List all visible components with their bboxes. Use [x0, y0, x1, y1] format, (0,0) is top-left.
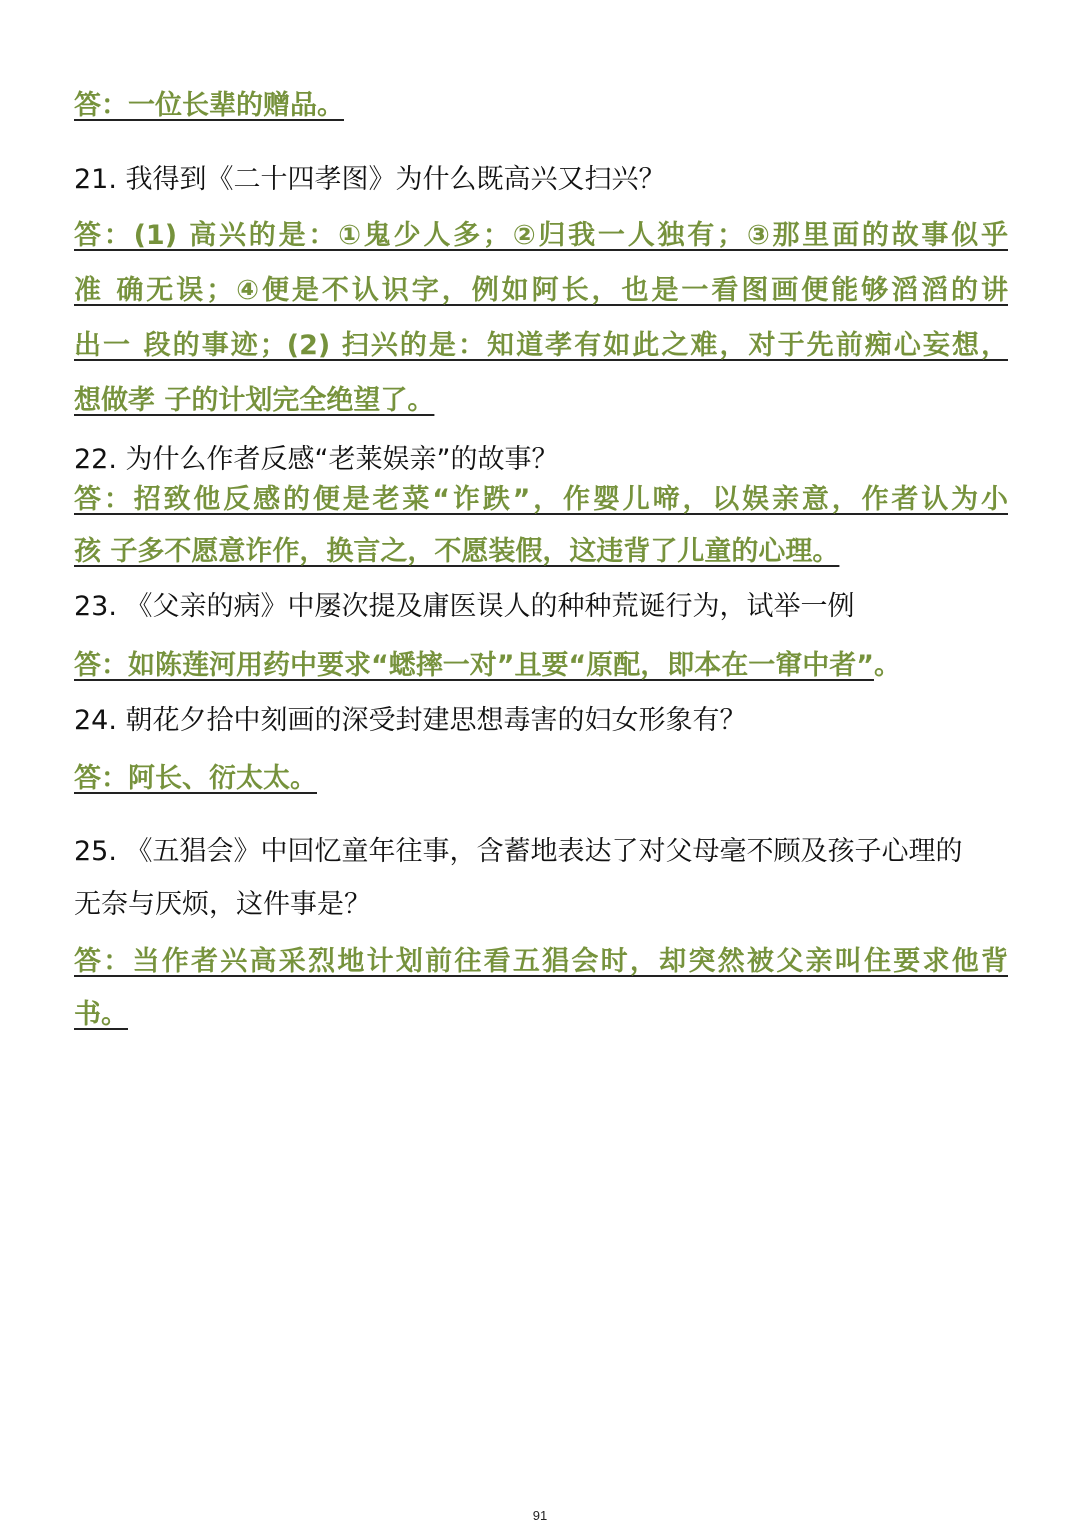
answer-21-line-1: 答：(1) 高兴的是：①鬼少人多；②归我一人独有；③那里面的故事似乎 [74, 220, 1008, 251]
answer-21-line-2: 准 确无误；④便是不认识字，例如阿长，也是一看图画便能够滔滔的讲 [74, 275, 1008, 306]
question-23: 23. 《父亲的病》中屡次提及庸医误人的种种荒诞行为，试举一例 [74, 591, 855, 622]
question-22: 22. 为什么作者反感“老莱娱亲”的故事？ [74, 444, 559, 475]
answer-25-line-1: 答：当作者兴高采烈地计划前往看五猖会时，却突然被父亲叫住要求他背 [74, 946, 1008, 977]
question-24: 24. 朝花夕拾中刻画的深受封建思想毒害的妇女形象有？ [74, 705, 747, 736]
answer-22-line-1: 答：招致他反感的便是老菜“诈跌”，作婴儿啼，以娱亲意，作者认为小 [74, 484, 1008, 515]
answer-22-line-2: 孩 子多不愿意诈作，换言之，不愿装假，这违背了儿童的心理。 [74, 536, 840, 567]
answer-23 [74, 648, 901, 684]
question-25-line-2: 无奈与厌烦，这件事是？ [74, 889, 371, 920]
question-25-line-1: 25. 《五猖会》中回忆童年往事，含蓄地表达了对父母毫不顾及孩子心理的 [74, 836, 963, 867]
answer-23-tail: 。 [873, 650, 901, 681]
answer-21-line-4: 想做孝 子的计划完全绝望了。 [74, 385, 435, 416]
question-21: 21. 我得到《二十四孝图》为什么既高兴又扫兴？ [74, 164, 666, 195]
answer-25-line-2: 书。 [74, 999, 128, 1030]
answer-24-line-1: 答：阿长、衍太太。 [74, 763, 317, 794]
answer-21-line-3: 出一 段的事迹；(2) 扫兴的是：知道孝有如此之难，对于先前痴心妄想， [74, 330, 1008, 361]
answer-23-line-1: 答：如陈莲河用药中要求“蟋摔一对”且要“原配，即本在一窜中者” [74, 650, 874, 681]
answer-20-line-1: 答：一位长辈的赠品。 [74, 90, 344, 121]
page-number: 91 [532, 1508, 548, 1523]
